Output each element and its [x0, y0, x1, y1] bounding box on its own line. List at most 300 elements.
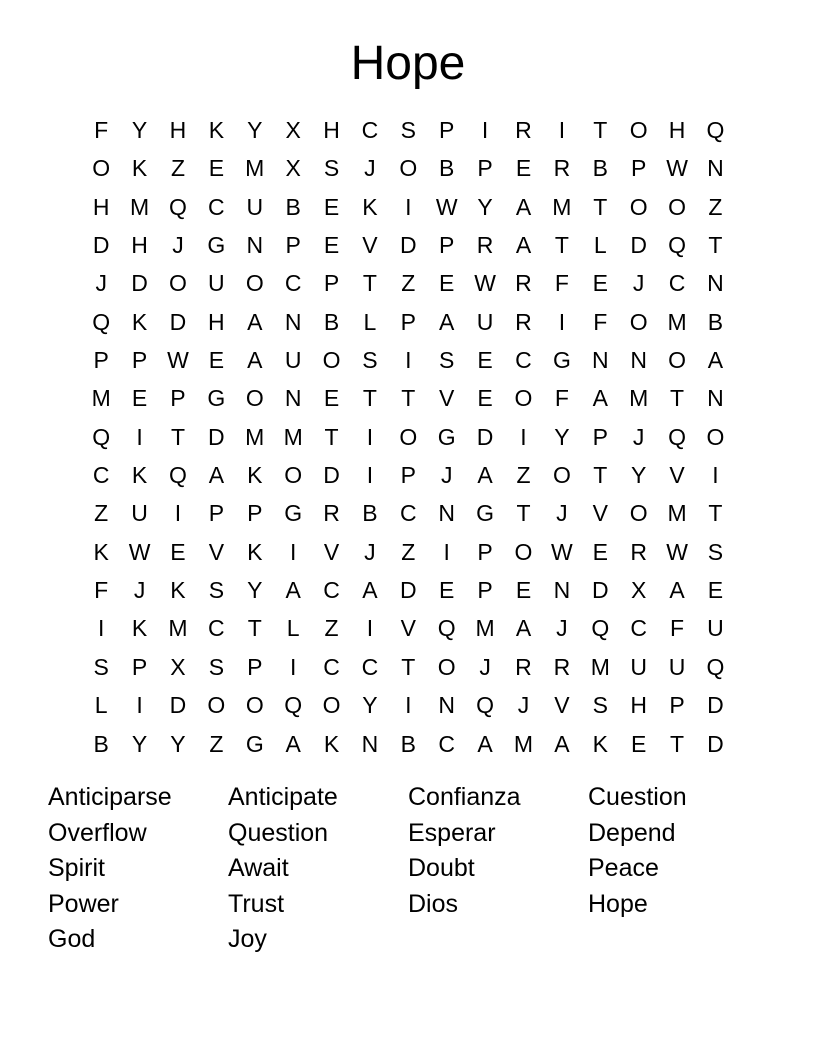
grid-letter: Q [668, 423, 686, 450]
grid-letter: S [362, 347, 378, 374]
grid-letter: I [289, 653, 297, 680]
grid-letter: N [438, 692, 456, 719]
grid-letter: M [283, 423, 303, 450]
grid-letter: K [93, 538, 109, 565]
grid-letter: A [554, 730, 570, 757]
grid-letter: A [285, 577, 301, 604]
grid-letter: C [323, 577, 340, 604]
grid-letter: T [593, 462, 608, 489]
grid-letter: Z [401, 538, 416, 565]
grid-letter: E [131, 385, 148, 412]
word-list-item: Overflow [48, 818, 147, 847]
word-list-item: Anticiparse [48, 783, 172, 811]
grid-letter: Y [630, 462, 647, 489]
grid-letter: C [668, 270, 686, 297]
grid-letter: T [554, 232, 569, 259]
grid-letter: O [668, 347, 686, 374]
grid-letter: S [439, 347, 455, 374]
grid-letter: O [207, 692, 226, 719]
grid-letter: Y [362, 692, 378, 719]
grid-letter: O [399, 423, 418, 450]
grid-letter: E [170, 538, 186, 565]
grid-letter: M [168, 615, 188, 642]
grid-letter: N [246, 232, 264, 259]
grid-letter: P [170, 385, 186, 412]
grid-letter: Y [554, 423, 570, 450]
grid-letter: G [207, 385, 226, 412]
grid-letter: I [712, 462, 719, 489]
grid-letter: T [670, 385, 685, 412]
grid-letter: J [440, 462, 453, 489]
grid-letter: I [405, 193, 412, 220]
grid-letter: U [630, 653, 647, 680]
grid-letter: S [400, 117, 416, 143]
grid-letter: Z [708, 193, 723, 220]
grid-letter: D [92, 232, 110, 259]
grid-letter: Z [401, 270, 416, 297]
grid-letter: X [170, 653, 186, 680]
grid-letter: P [477, 538, 493, 565]
grid-letter: R [515, 117, 532, 143]
grid-letter: P [131, 347, 148, 374]
grid-letter: E [477, 385, 493, 412]
word-list-item: Esperar [408, 818, 496, 847]
grid-letter: D [630, 232, 647, 259]
grid-letter: Q [706, 653, 725, 680]
grid-letter: S [707, 538, 724, 565]
grid-letter: R [515, 653, 532, 680]
grid-letter: V [669, 462, 685, 489]
grid-letter: X [630, 577, 647, 604]
grid-letter: K [247, 462, 263, 489]
grid-letter: R [323, 500, 340, 527]
grid-letter: B [362, 500, 378, 527]
grid-letter: P [131, 653, 148, 680]
word-list-item: Depend [588, 818, 676, 847]
grid-letter: P [592, 423, 608, 450]
grid-letter: J [556, 500, 568, 527]
grid-letter: C [284, 270, 302, 297]
grid-letter: C [515, 347, 532, 374]
grid-letter: I [98, 615, 105, 642]
grid-letter: C [208, 193, 225, 220]
grid-letter: P [477, 155, 493, 182]
grid-letter: O [322, 347, 341, 374]
grid-letter: U [131, 500, 148, 527]
grid-letter: A [208, 462, 225, 489]
grid-letter: M [552, 193, 572, 220]
grid-letter: I [136, 423, 143, 450]
grid-letter: H [169, 117, 187, 143]
word-list-item: Doubt [408, 854, 475, 883]
grid-letter: Q [591, 615, 610, 642]
grid-letter: W [551, 538, 573, 565]
grid-letter: E [515, 155, 532, 182]
grid-letter: V [554, 692, 570, 719]
grid-letter: N [591, 347, 609, 374]
grid-letter: L [286, 615, 300, 642]
grid-letter: D [208, 423, 225, 450]
grid-letter: M [667, 500, 687, 527]
grid-letter: K [208, 117, 225, 143]
grid-letter: A [515, 193, 532, 220]
grid-letter: A [477, 462, 493, 489]
grid-letter: J [517, 692, 530, 719]
grid-letter: J [172, 232, 184, 259]
grid-letter: O [629, 193, 648, 220]
word-list-item: Confianza [408, 783, 521, 811]
grid-letter: W [128, 538, 151, 565]
grid-letter: I [136, 692, 143, 719]
grid-letter: O [284, 462, 303, 489]
grid-letter: M [513, 730, 534, 757]
grid-letter: U [208, 270, 225, 297]
grid-letter: Y [170, 730, 186, 757]
grid-letter: M [91, 385, 111, 412]
grid-letter: U [246, 193, 264, 220]
grid-letter: L [593, 232, 607, 259]
grid-letter: R [515, 308, 532, 335]
word-list-item: Hope [588, 889, 648, 918]
grid-letter: W [435, 193, 458, 220]
grid-letter: N [284, 308, 302, 335]
grid-letter: U [668, 653, 686, 680]
grid-letter: J [95, 270, 107, 297]
grid-letter: P [208, 500, 225, 527]
grid-letter: F [554, 270, 569, 297]
grid-letter: M [245, 423, 265, 450]
grid-letter: E [439, 577, 455, 604]
grid-letter: U [476, 308, 494, 335]
grid-letter: Q [92, 308, 111, 335]
grid-letter: D [707, 730, 724, 757]
grid-letter: F [94, 577, 109, 604]
grid-letter: E [208, 155, 225, 182]
grid-letter: P [400, 308, 416, 335]
grid-letter: E [630, 730, 647, 757]
grid-letter: O [514, 385, 533, 412]
grid-letter: H [668, 117, 686, 143]
grid-letter: H [323, 117, 340, 143]
grid-letter: P [400, 462, 416, 489]
grid-letter: J [364, 155, 376, 182]
grid-letter: I [405, 692, 412, 719]
grid-letter: P [247, 653, 263, 680]
grid-letter: D [169, 308, 187, 335]
grid-letter: T [362, 385, 377, 412]
grid-letter: F [94, 117, 109, 143]
word-list-item: God [48, 925, 96, 954]
grid-letter: Q [169, 193, 187, 220]
grid-letter: O [629, 308, 648, 335]
grid-letter: J [479, 653, 491, 680]
grid-letter: V [208, 538, 225, 565]
grid-letter: E [592, 538, 608, 565]
grid-letter: C [438, 730, 456, 757]
grid-letter: M [130, 193, 150, 220]
grid-letter: P [285, 232, 301, 259]
grid-letter: X [285, 155, 301, 182]
grid-letter: I [558, 308, 566, 335]
grid-letter: O [552, 462, 571, 489]
grid-letter: M [667, 308, 687, 335]
grid-letter: A [669, 577, 685, 604]
grid-letter: O [437, 653, 456, 680]
grid-letter: V [362, 232, 378, 259]
grid-letter: O [399, 155, 418, 182]
grid-letter: T [708, 232, 723, 259]
grid-letter: T [593, 193, 608, 220]
grid-letter: H [92, 193, 110, 220]
grid-letter: I [289, 538, 297, 565]
grid-letter: O [706, 423, 725, 450]
grid-letter: M [590, 653, 610, 680]
word-list-item: Trust [228, 889, 285, 918]
grid-letter: K [170, 577, 186, 604]
word-list-item: Dios [408, 889, 459, 918]
grid-letter: O [322, 692, 341, 719]
grid-letter: O [169, 270, 187, 297]
grid-letter: Q [437, 615, 456, 642]
grid-letter: Q [476, 692, 495, 719]
grid-letter: S [208, 577, 225, 604]
grid-letter: T [401, 385, 416, 412]
grid-letter: O [245, 385, 264, 412]
grid-letter: F [593, 308, 608, 335]
grid-letter: I [366, 462, 374, 489]
grid-letter: P [439, 117, 455, 143]
grid-letter: E [323, 385, 340, 412]
grid-letter: G [437, 423, 456, 450]
grid-letter: Q [92, 423, 111, 450]
grid-letter: O [629, 500, 648, 527]
grid-letter: A [362, 577, 378, 604]
grid-letter: L [363, 308, 377, 335]
grid-letter: P [439, 232, 455, 259]
grid-letter: B [707, 308, 724, 335]
grid-letter: W [167, 347, 189, 374]
grid-letter: O [514, 538, 533, 565]
grid-letter: D [476, 423, 494, 450]
grid-letter: C [323, 653, 340, 680]
grid-letter: F [670, 615, 685, 642]
grid-letter: R [515, 270, 532, 297]
grid-letter: T [516, 500, 531, 527]
grid-letter: T [247, 615, 262, 642]
grid-letter: N [630, 347, 647, 374]
word-list-item: Cuestion [588, 783, 687, 811]
grid-letter: A [477, 730, 493, 757]
grid-letter: B [285, 193, 301, 220]
grid-letter: D [400, 577, 417, 604]
grid-letter: G [207, 232, 226, 259]
grid-letter: N [361, 730, 379, 757]
grid-letter: Z [170, 155, 185, 182]
grid-letter: B [323, 308, 340, 335]
grid-letter: K [247, 538, 263, 565]
grid-letter: T [401, 653, 416, 680]
grid-letter: I [174, 500, 182, 527]
grid-letter: V [323, 538, 340, 565]
word-list-item: Anticipate [228, 783, 338, 811]
grid-letter: C [92, 462, 110, 489]
grid-letter: E [515, 577, 532, 604]
grid-letter: H [630, 692, 647, 719]
grid-letter: T [708, 500, 723, 527]
grid-letter: G [284, 500, 303, 527]
grid-letter: J [556, 615, 568, 642]
grid-letter: Y [131, 730, 148, 757]
word-list-item: Spirit [48, 854, 105, 883]
grid-letter: K [131, 462, 148, 489]
grid-letter: Y [247, 117, 263, 143]
word-list-item: Joy [228, 925, 267, 954]
grid-letter: Q [668, 232, 686, 259]
grid-letter: O [629, 117, 648, 143]
grid-letter: N [707, 270, 724, 297]
grid-letter: Z [94, 500, 109, 527]
grid-letter: N [553, 577, 571, 604]
grid-letter: S [323, 155, 340, 182]
grid-letter: Y [477, 193, 493, 220]
grid-letter: G [245, 730, 264, 757]
grid-letter: K [131, 155, 148, 182]
grid-letter: T [170, 423, 185, 450]
grid-letter: M [629, 385, 649, 412]
grid-letter: K [592, 730, 608, 757]
grid-letter: Y [131, 117, 148, 143]
grid-letter: A [285, 730, 301, 757]
grid-letter: I [558, 117, 566, 143]
grid-letter: B [592, 155, 608, 182]
grid-letter: U [284, 347, 302, 374]
grid-letter: P [477, 577, 493, 604]
grid-letter: J [133, 577, 146, 604]
grid-letter: T [670, 730, 685, 757]
grid-letter: O [245, 270, 264, 297]
grid-letter: A [707, 347, 724, 374]
grid-letter: D [707, 692, 724, 719]
grid-letter: K [362, 193, 378, 220]
grid-letter: N [438, 500, 456, 527]
grid-letter: I [405, 347, 412, 374]
grid-letter: Q [284, 692, 303, 719]
grid-letter: J [364, 538, 376, 565]
grid-letter: S [93, 653, 109, 680]
grid-letter: E [592, 270, 608, 297]
grid-letter: C [400, 500, 417, 527]
grid-letter: R [553, 653, 571, 680]
grid-letter: B [93, 730, 109, 757]
grid-letter: C [630, 615, 647, 642]
grid-letter: I [520, 423, 527, 450]
grid-letter: W [666, 155, 688, 182]
grid-letter: J [632, 270, 645, 297]
grid-letter: H [131, 232, 148, 259]
grid-letter: V [439, 385, 455, 412]
grid-letter: G [552, 347, 571, 374]
grid-letter: A [515, 615, 532, 642]
grid-letter: B [439, 155, 455, 182]
grid-letter: T [324, 423, 339, 450]
grid-letter: P [669, 692, 685, 719]
grid-letter: Z [516, 462, 531, 489]
grid-letter: Y [247, 577, 263, 604]
grid-letter: R [476, 232, 494, 259]
letter-grid [82, 114, 734, 766]
word-list-item: Await [228, 854, 289, 883]
grid-letter: D [169, 692, 187, 719]
grid-letter: S [208, 653, 225, 680]
grid-letter: E [323, 232, 340, 259]
grid-letter: G [476, 500, 495, 527]
page-title: Hope [350, 37, 466, 90]
grid-letter: O [92, 155, 111, 182]
grid-letter: U [707, 615, 724, 642]
grid-letter: R [630, 538, 647, 565]
grid-letter: W [666, 538, 688, 565]
grid-letter: R [553, 155, 571, 182]
grid-letter: C [208, 615, 225, 642]
grid-letter: B [400, 730, 416, 757]
grid-letter: V [592, 500, 608, 527]
grid-letter: V [400, 615, 416, 642]
grid-letter: A [247, 308, 263, 335]
grid-letter: I [366, 615, 374, 642]
grid-letter: E [477, 347, 493, 374]
grid-letter: H [208, 308, 225, 335]
grid-letter: E [439, 270, 455, 297]
word-list-item: Peace [588, 854, 659, 883]
grid-letter: N [707, 155, 724, 182]
grid-letter: E [323, 193, 340, 220]
grid-letter: E [208, 347, 225, 374]
grid-letter: N [284, 385, 302, 412]
grid-letter: D [591, 577, 609, 604]
grid-letter: S [592, 692, 608, 719]
grid-letter: D [323, 462, 340, 489]
grid-letter: F [554, 385, 569, 412]
grid-letter: K [131, 615, 148, 642]
grid-letter: A [515, 232, 532, 259]
grid-letter: P [323, 270, 340, 297]
grid-letter: P [247, 500, 263, 527]
grid-letter: C [361, 117, 379, 143]
grid-letter: L [94, 692, 108, 719]
grid-letter: D [400, 232, 417, 259]
grid-letter: D [131, 270, 148, 297]
word-list [48, 781, 788, 959]
grid-letter: Z [209, 730, 224, 757]
grid-letter: Z [324, 615, 339, 642]
grid-letter: K [131, 308, 148, 335]
grid-letter: N [707, 385, 724, 412]
grid-letter: E [707, 577, 724, 604]
grid-letter: K [323, 730, 340, 757]
grid-letter: O [245, 692, 264, 719]
grid-letter: J [632, 423, 645, 450]
grid-letter: T [362, 270, 377, 297]
grid-letter: A [592, 385, 608, 412]
grid-letter: A [247, 347, 263, 374]
grid-letter: Q [706, 117, 725, 143]
grid-letter: I [481, 117, 489, 143]
grid-letter: O [668, 193, 686, 220]
grid-letter: I [443, 538, 450, 565]
grid-letter: Q [169, 462, 187, 489]
grid-letter: M [245, 155, 265, 182]
grid-letter: I [366, 423, 374, 450]
